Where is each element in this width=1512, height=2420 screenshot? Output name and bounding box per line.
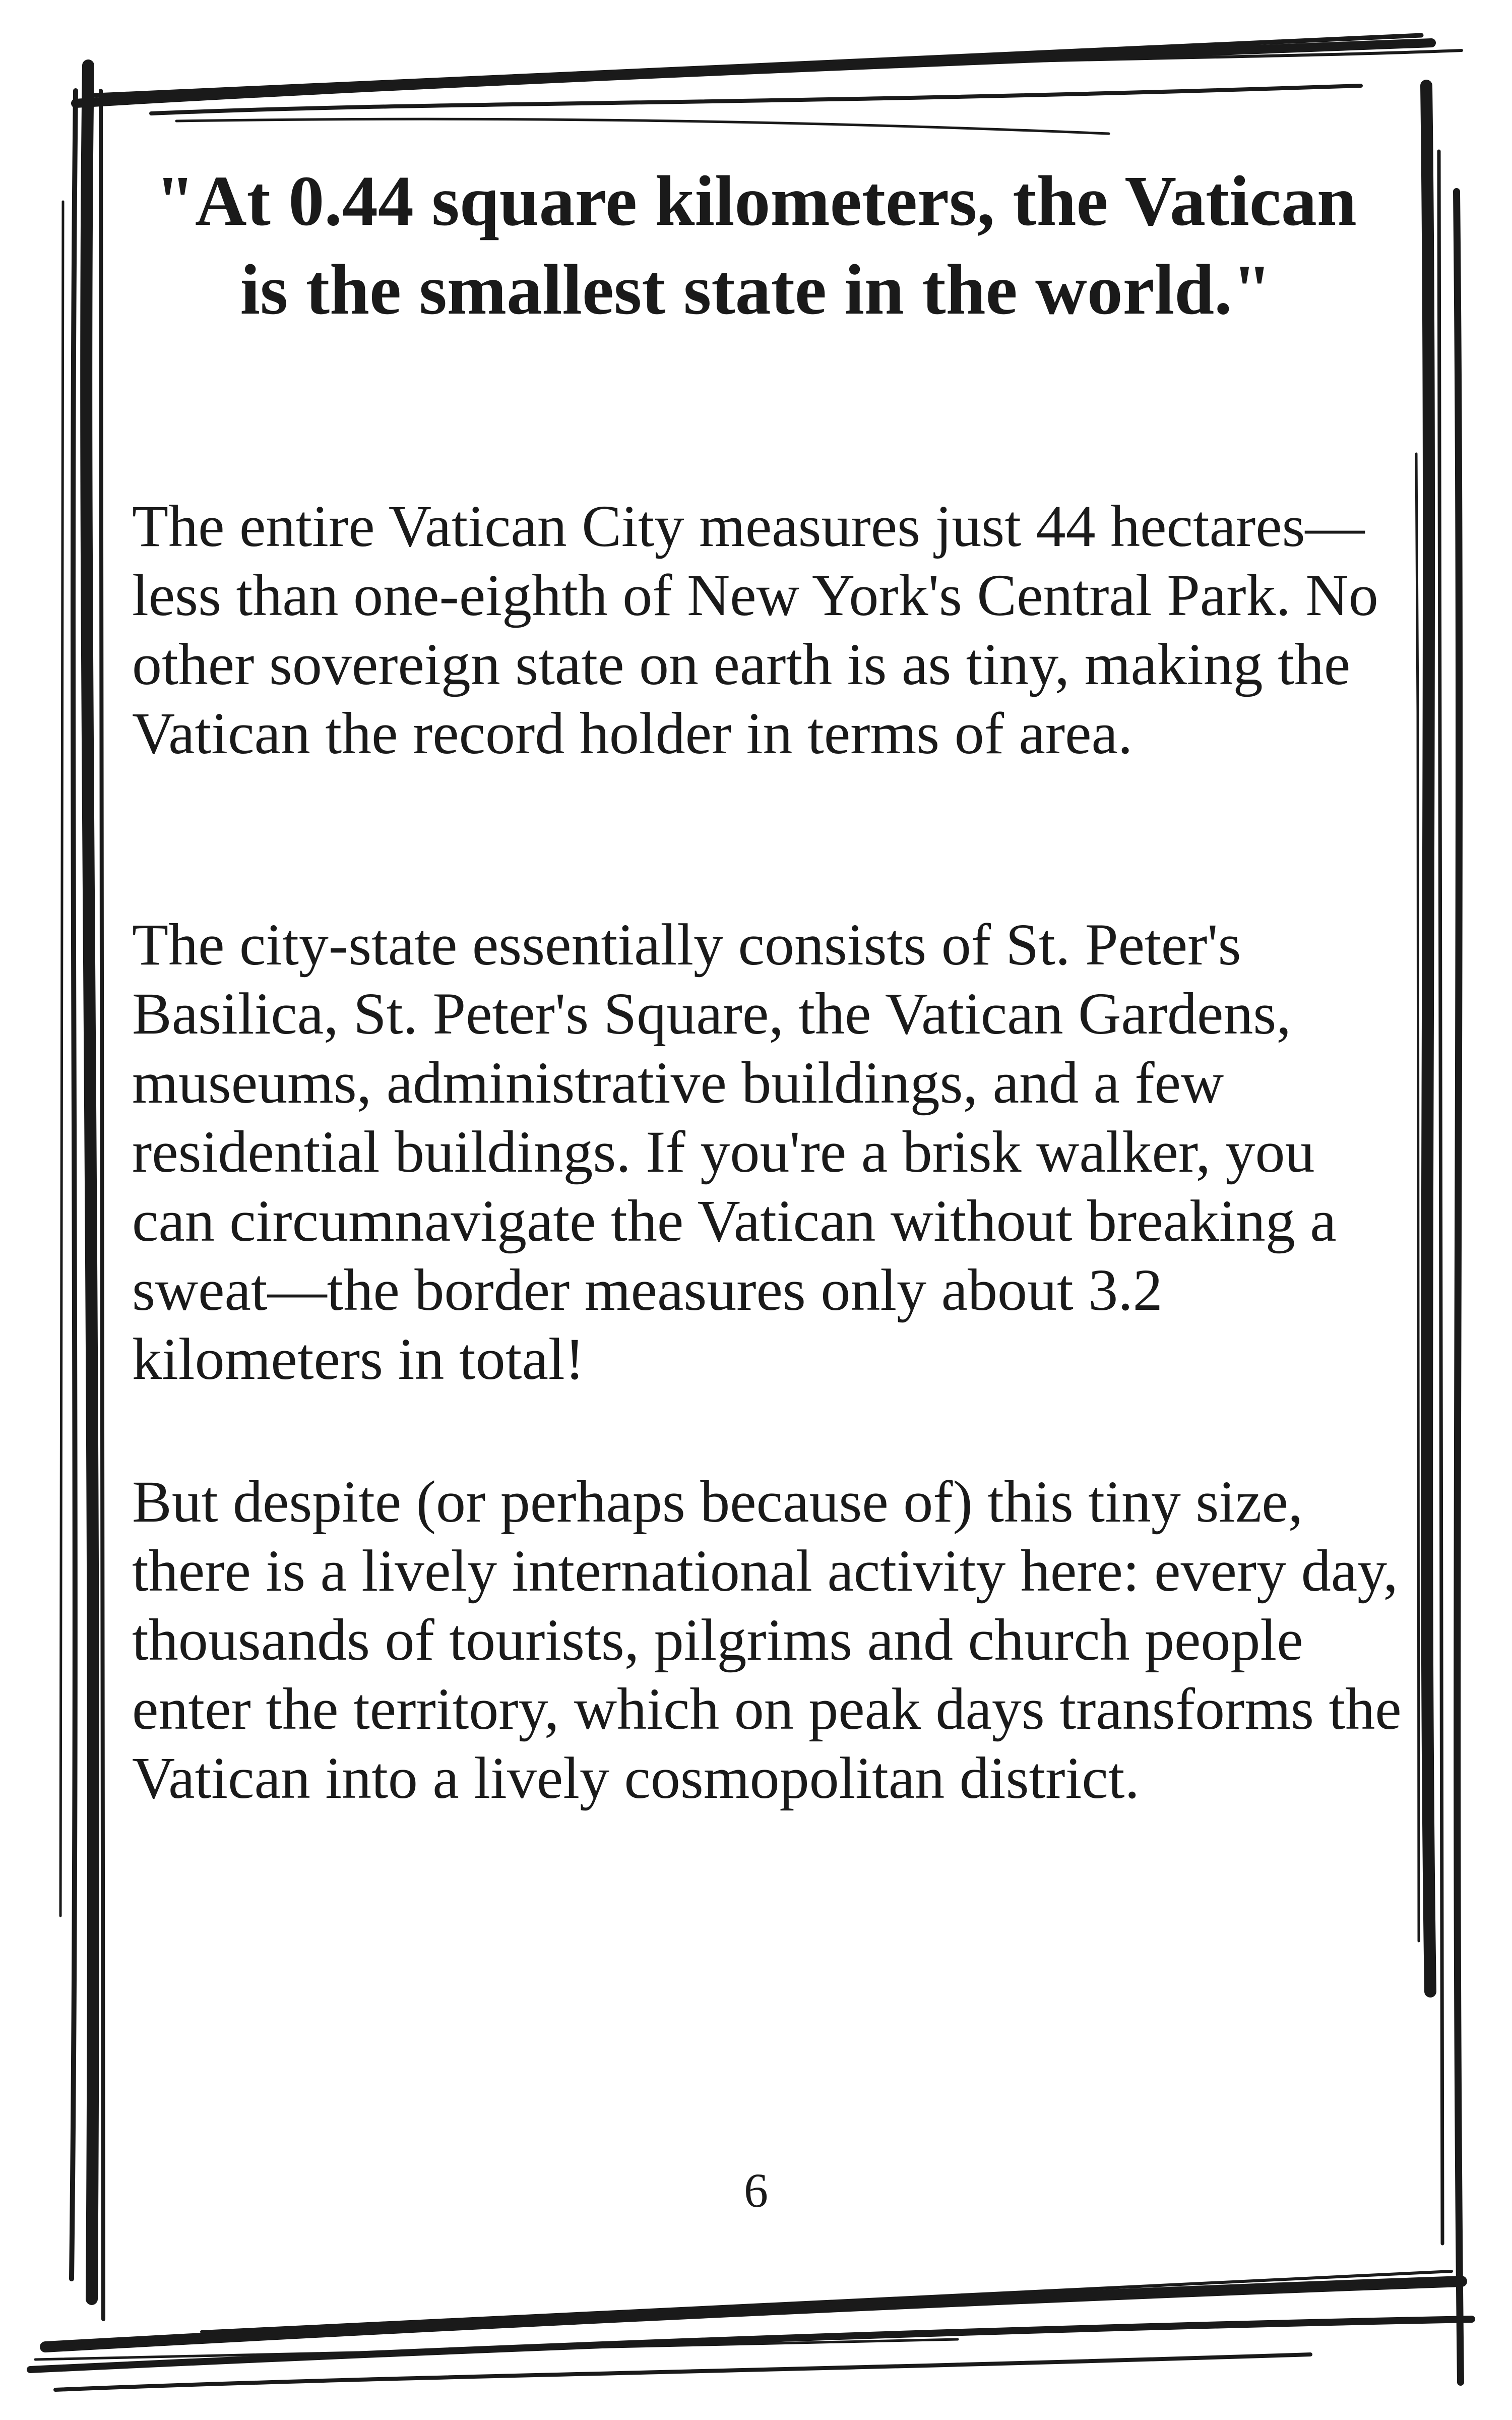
border-right-stroke [1457, 192, 1461, 2382]
border-right-stroke [1416, 454, 1419, 1941]
body-paragraph: The entire Vatican City measures just 44 hectares—less than one-eighth of New York's Central Park. No other sovereign state on earth is as tiny, making the Vatican the record holder in terms of area. [132, 493, 1378, 766]
border-top-stroke [86, 35, 1421, 96]
page-number: 6 [744, 2163, 768, 2217]
border-top-stroke [76, 43, 1431, 103]
border-right-stroke [1439, 151, 1442, 2244]
border-left-stroke [101, 91, 103, 2319]
border-left-stroke [72, 91, 76, 2279]
body-paragraph: But despite (or perhaps because of) this tiny size, there is a lively international activity here: every day, thousands of tourists, pilgrims and church people enter the territory, which on peak days transforms the Vatican into a lively cosmopolitan district. [132, 1469, 1402, 1811]
border-left-stroke [60, 202, 63, 1916]
border-right-stroke [1426, 86, 1430, 1991]
body-paragraph: The city-state essentially consists of St. Peter's Basilica, St. Peter's Square, the Vatican Gardens, museums, administrative buildings, and a few residential buildings. If you're a brisk walker, you can circumnavigate the Vatican without breaking a sweat—the border measures only about 3.2 kilometers in total! [132, 912, 1337, 1392]
page-heading-quote: "At 0.44 square kilometers, the Vatican is the smallest state in the world." [155, 161, 1357, 329]
border-left-stroke [86, 66, 93, 2299]
border-top-stroke [176, 119, 1109, 134]
